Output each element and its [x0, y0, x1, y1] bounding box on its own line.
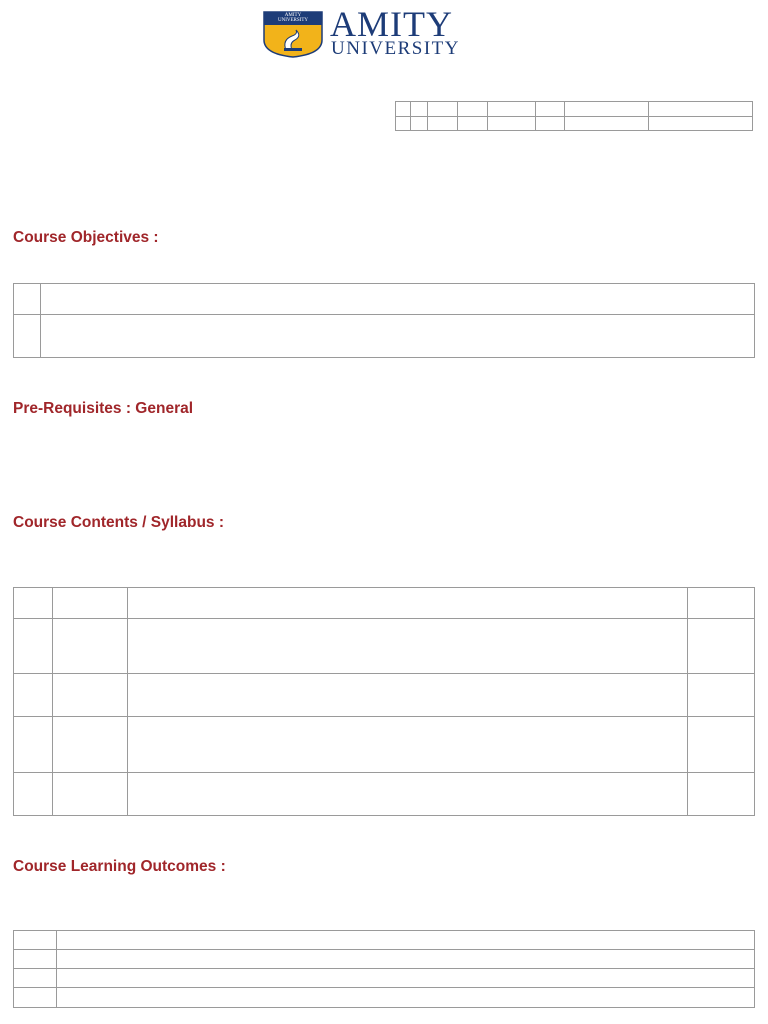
course-objectives-table	[13, 283, 755, 358]
table-row	[14, 284, 755, 315]
logo-name: AMITY	[330, 4, 453, 44]
course-code-table	[395, 101, 753, 131]
table-row	[396, 102, 753, 117]
course-objectives-heading: Course Objectives :	[13, 229, 159, 246]
course-contents-heading: Course Contents / Syllabus :	[13, 514, 225, 531]
table-row	[14, 988, 755, 1008]
learning-outcomes-table	[13, 930, 755, 1008]
learning-outcomes-heading: Course Learning Outcomes :	[13, 858, 226, 875]
logo-subtitle: UNIVERSITY	[331, 38, 460, 59]
table-row	[14, 717, 755, 773]
table-row	[14, 773, 755, 816]
table-row	[14, 969, 755, 988]
table-row	[14, 619, 755, 674]
table-row	[14, 674, 755, 717]
prerequisites-heading: Pre-Requisites : General	[13, 400, 194, 417]
table-row	[396, 116, 753, 131]
amity-university-logo	[262, 4, 508, 60]
table-row	[14, 315, 755, 358]
syllabus-table	[13, 587, 755, 816]
table-row	[14, 950, 755, 969]
crest-text: AMITY UNIVERSITY	[278, 13, 308, 23]
table-row	[14, 588, 755, 619]
table-row	[14, 931, 755, 950]
